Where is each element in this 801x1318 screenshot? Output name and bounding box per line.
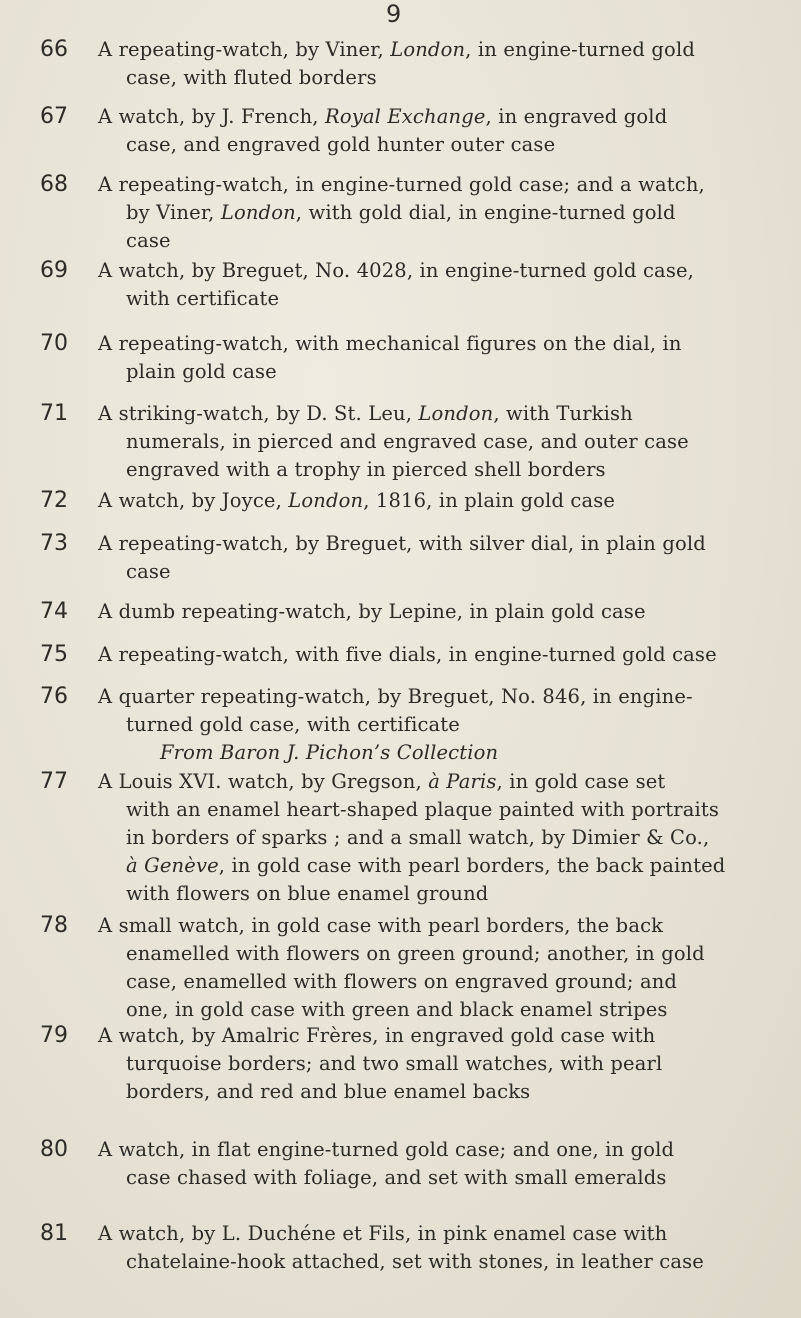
description-line: A dumb repeating-watch, by Lepine, in plain gold case (98, 600, 646, 623)
lot-number: 73 (40, 531, 68, 556)
lot-description (98, 912, 786, 1024)
lot-description (98, 257, 786, 313)
lot-number: 78 (40, 913, 68, 938)
description-line: A quarter repeating-watch, by Breguet, No. 846, in engine- (98, 685, 693, 708)
description-line: A watch, by L. Duchéne et Fils, in pink enamel case with (98, 1222, 668, 1245)
lot-description (98, 641, 786, 669)
lot-description (98, 171, 786, 255)
description-line: A repeating-watch, in engine-turned gold case; and a watch, (98, 173, 705, 196)
provenance-note: From Baron J. Pichon’s Collection (160, 741, 499, 764)
page-number: 9 (386, 0, 402, 28)
description-line: case, enamelled with flowers on engraved ground; and (126, 970, 678, 993)
lot-number: 69 (40, 258, 68, 283)
lot-number: 76 (40, 684, 68, 709)
lot-number: 80 (40, 1137, 68, 1162)
lot-number: 67 (40, 104, 68, 129)
lot-number: 70 (40, 331, 68, 356)
lot-number: 74 (40, 599, 68, 624)
lot-number: 72 (40, 488, 68, 513)
description-line: one, in gold case with green and black enamel stripes (126, 998, 668, 1021)
description-line: with flowers on blue enamel ground (126, 882, 489, 905)
description-line: A small watch, in gold case with pearl borders, the back (98, 914, 664, 937)
description-line: à Genève, in gold case with pearl borders, the back painted (126, 854, 726, 877)
description-line: enamelled with flowers on green ground; another, in gold (126, 942, 705, 965)
lot-number: 75 (40, 642, 68, 667)
description-line: in borders of sparks ; and a small watch, by Dimier & Co., (126, 826, 710, 849)
lot-number: 68 (40, 172, 68, 197)
description-line: case (126, 560, 171, 583)
lot-description (98, 103, 786, 159)
description-line: by Viner, London, with gold dial, in engine-turned gold (126, 201, 676, 224)
lot-description (98, 530, 786, 586)
description-line: with an enamel heart-shaped plaque painted with portraits (126, 798, 720, 821)
description-line: engraved with a trophy in pierced shell borders (126, 458, 606, 481)
lot-description (98, 683, 786, 767)
lot-description (98, 487, 786, 515)
description-line: case, with fluted borders (126, 66, 377, 89)
description-line: chatelaine-hook attached, set with stones, in leather case (126, 1250, 704, 1273)
lot-number: 81 (40, 1221, 68, 1246)
lot-number: 77 (40, 769, 68, 794)
description-line: A repeating-watch, by Viner, London, in engine-turned gold (98, 38, 695, 61)
description-line: A watch, by Amalric Frères, in engraved gold case with (98, 1024, 656, 1047)
description-line: case, and engraved gold hunter outer case (126, 133, 556, 156)
description-line: A watch, by J. French, Royal Exchange, in engraved gold (98, 105, 668, 128)
lot-description (98, 598, 786, 626)
lot-description (98, 1022, 786, 1106)
description-line: A striking-watch, by D. St. Leu, London, with Turkish (98, 402, 633, 425)
lot-number: 71 (40, 401, 68, 426)
description-line: case chased with foliage, and set with small emeralds (126, 1166, 667, 1189)
lot-number: 66 (40, 37, 68, 62)
lot-description (98, 1220, 786, 1276)
description-line: A Louis XVI. watch, by Gregson, à Paris, in gold case set (98, 770, 666, 793)
description-line: A watch, by Joyce, London, 1816, in plain gold case (98, 489, 616, 512)
description-line: A watch, by Breguet, No. 4028, in engine-turned gold case, (98, 259, 695, 282)
lot-description (98, 400, 786, 484)
lot-description (98, 1136, 786, 1192)
lot-number: 79 (40, 1023, 68, 1048)
description-line: A repeating-watch, with five dials, in engine-turned gold case (98, 643, 717, 666)
description-line: turned gold case, with certificate (126, 713, 460, 736)
lot-description (98, 36, 786, 92)
lot-description (98, 768, 786, 908)
description-line: plain gold case (126, 360, 277, 383)
description-line: A repeating-watch, with mechanical figures on the dial, in (98, 332, 682, 355)
description-line: borders, and red and blue enamel backs (126, 1080, 531, 1103)
description-line: with certificate (126, 287, 280, 310)
lot-description (98, 330, 786, 386)
description-line: case (126, 229, 171, 252)
description-line: A repeating-watch, by Breguet, with silver dial, in plain gold (98, 532, 706, 555)
description-line: turquoise borders; and two small watches, with pearl (126, 1052, 663, 1075)
description-line: A watch, in flat engine-turned gold case; and one, in gold (98, 1138, 675, 1161)
description-line: numerals, in pierced and engraved case, and outer case (126, 430, 689, 453)
